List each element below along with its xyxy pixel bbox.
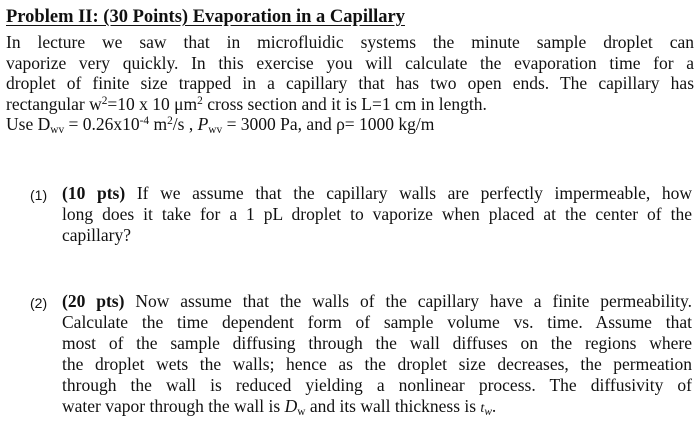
q2-points: (20 pts) — [62, 291, 125, 311]
q2-l6-D: D — [284, 396, 298, 416]
intro-l5-a: Use D — [6, 114, 51, 134]
q2-l6-c: . — [491, 396, 497, 416]
intro-l5-sub2: wv — [208, 124, 223, 136]
problem-intro — [6, 32, 694, 135]
intro-l5-sup2: 2 — [167, 115, 173, 127]
intro-l5-sup1: -4 — [139, 115, 150, 127]
q2-line-6 — [62, 396, 692, 419]
intro-l4-b: =10 x 10 μm — [107, 93, 198, 114]
q1-line-3: capillary? — [62, 225, 131, 245]
intro-l5-e: P — [197, 114, 209, 134]
q2-line-5: through the wall is reduced yielding a nonlinear process. The diffusivity of — [62, 375, 692, 395]
question-1-number: (1) — [30, 187, 48, 203]
q2-line-4: the droplet wets the walls; hence as the droplet size decreases, the permeation — [62, 354, 692, 374]
intro-l4-sup2: 2 — [197, 94, 203, 107]
q2-line-1 — [62, 291, 692, 312]
intro-l5-sub1: wv — [50, 124, 65, 136]
q2-l6-tsub: w — [484, 406, 492, 418]
q1-points: (10 pts) — [62, 183, 126, 203]
problem-title: Problem II: (30 Points) Evaporation in a Capillary — [6, 7, 405, 27]
intro-l4-a: rectangular w — [6, 93, 102, 114]
question-1-body — [62, 183, 692, 246]
q2-line-2: Calculate the time dependent form of sample volume vs. time. Assume that — [62, 312, 692, 332]
q2-l6-b: and its wall thickness is — [305, 396, 481, 416]
intro-l5-d: /s , — [172, 114, 198, 134]
q2-line-3: most of the sample diffusing through the wall diffuses on the regions where — [62, 333, 692, 353]
question-2-body — [62, 291, 692, 419]
intro-l4-sup1: 2 — [101, 94, 108, 107]
intro-l5-f: = 3000 Pa, and ρ= 1000 kg/m — [222, 114, 435, 134]
intro-line-5 — [6, 114, 694, 135]
intro-l5-c: m — [149, 114, 168, 134]
intro-line-1: In lecture we saw that in microfluidic systems the minute sample droplet can — [6, 32, 694, 52]
q1-l1-text: If we assume that the capillary walls are perfectly impermeable, how — [125, 183, 692, 203]
q2-l6-Dsub: w — [297, 406, 306, 418]
intro-l4-c: cross section and it is L=1 cm in length. — [202, 93, 487, 114]
question-2-number: (2) — [30, 295, 48, 311]
q1-line-1 — [62, 183, 692, 204]
intro-line-2: vaporize very quickly. In this exercise you will calculate the evaporation time for a — [6, 52, 694, 73]
intro-line-3: droplet of finite size trapped in a capillary that has two open ends. The capillary has — [6, 73, 694, 93]
q2-l6-t: t — [480, 401, 485, 416]
question-2 — [30, 291, 692, 419]
q1-line-2: long does it take for a 1 pL droplet to vaporize when placed at the center of the — [62, 204, 692, 224]
q2-l1-text: Now assume that the walls of the capillary have a finite permeability. — [124, 291, 692, 311]
question-1 — [30, 183, 692, 246]
q2-l6-a: water vapor through the wall is — [62, 396, 285, 416]
intro-l5-b: = 0.26x10 — [64, 114, 140, 134]
intro-line-4 — [6, 94, 694, 115]
